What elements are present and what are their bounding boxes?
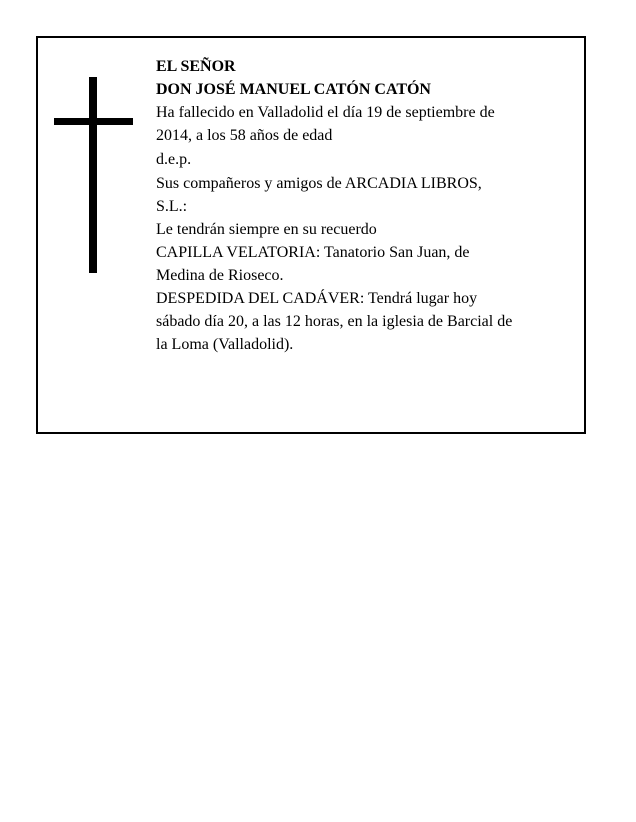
death-announcement-line: 2014, a los 58 años de edad — [156, 127, 333, 144]
obituary-notice — [36, 36, 586, 434]
cross-horizontal-bar — [54, 118, 133, 125]
funeral-line: DESPEDIDA DEL CADÁVER: Tendrá lugar hoy — [156, 290, 478, 307]
mourners-line: Sus compañeros y amigos de ARCADIA LIBROS, — [156, 175, 482, 192]
cross-vertical-bar — [89, 77, 97, 273]
notice-text — [156, 55, 512, 356]
funeral-line: la Loma (Valladolid). — [156, 336, 294, 353]
funeral-line: sábado día 20, a las 12 horas, en la iglesia de Barcial de — [156, 313, 513, 330]
mourners-line: S.L.: — [156, 198, 188, 215]
chapel-line: Medina de Rioseco. — [156, 267, 284, 284]
remembrance-line: Le tendrán siempre en su recuerdo — [156, 221, 377, 238]
heading-title: EL SEÑOR — [156, 58, 236, 75]
dep-line: d.e.p. — [156, 151, 192, 168]
chapel-line: CAPILLA VELATORIA: Tanatorio San Juan, de — [156, 244, 470, 261]
deceased-name: DON JOSÉ MANUEL CATÓN CATÓN — [156, 81, 431, 98]
death-announcement-line: Ha fallecido en Valladolid el día 19 de septiembre de — [156, 104, 495, 121]
